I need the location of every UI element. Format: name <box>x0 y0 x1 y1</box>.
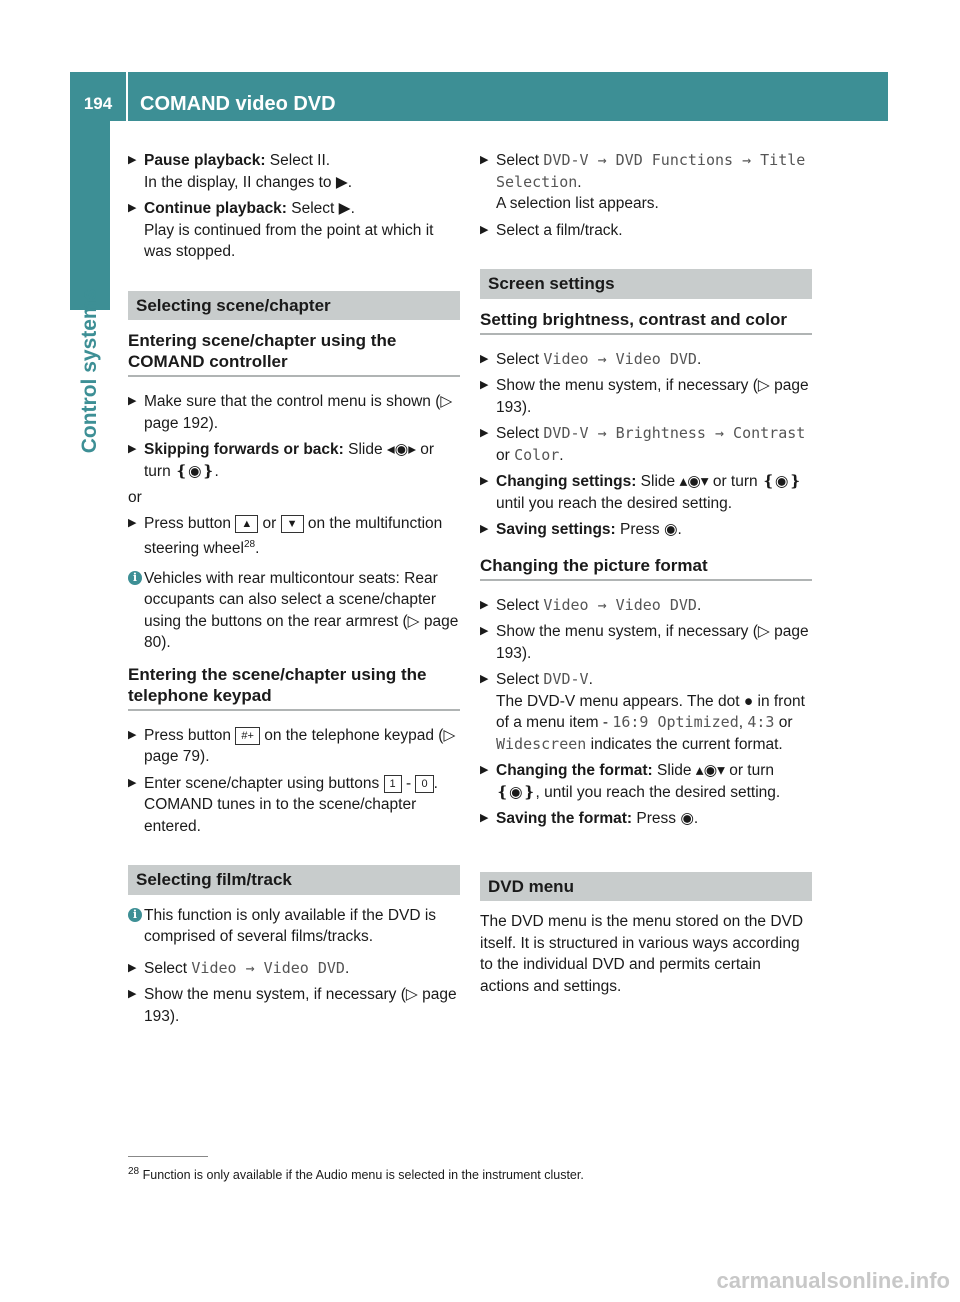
step-text: Press ◉. <box>620 521 682 538</box>
step-arrow-icon: ▶ <box>128 988 137 1001</box>
step-arrow-icon: ▶ <box>128 202 137 214</box>
list-item <box>128 391 460 434</box>
menu-path: Widescreen <box>496 734 587 753</box>
step-label: Changing settings: <box>496 473 637 490</box>
step-arrow-icon: ▶ <box>480 598 489 611</box>
step-text: In the display, II changes to ▶. <box>144 173 353 191</box>
step-text: Select <box>496 350 540 368</box>
watermark: carmanualsonline.info <box>716 1268 950 1293</box>
step-text: COMAND tunes in to the scene/chapter entered. <box>144 796 417 835</box>
step-text: Slide ▴◉▾ or turn ❴◉❵ until you reach the desired setting. <box>496 473 802 512</box>
step-label: Skipping forwards or back: <box>144 441 344 458</box>
note-text: Vehicles with rear multicontour seats: Rear occupants can also select a scene/chapter using the buttons on the rear armrest (▷ page 80). <box>144 569 459 652</box>
menu-path: Video → Video DVD <box>543 595 697 614</box>
menu-path: DVD-V <box>543 670 589 688</box>
step-arrow-icon: ▶ <box>480 379 489 391</box>
step-text: . <box>559 446 564 464</box>
step-arrow-icon: ▶ <box>128 961 137 974</box>
step-arrow-icon: ▶ <box>480 812 489 824</box>
step-text: Select II. <box>269 152 331 169</box>
list-item <box>128 984 460 1027</box>
step-arrow-icon: ▶ <box>480 475 489 487</box>
side-label <box>70 121 110 454</box>
step-text: . <box>588 671 593 688</box>
list-item <box>480 595 812 617</box>
step-arrow-icon: ▶ <box>480 427 489 439</box>
step-continue <box>128 198 460 263</box>
step-arrow-icon: ▶ <box>480 154 489 166</box>
menu-path: Color <box>514 445 560 464</box>
step-text: Make sure that the control menu is shown (▷ page 192). <box>144 393 453 432</box>
step-text: Slide ▴◉▾ or turn ❴◉❵, until you reach the desired setting. <box>496 762 781 801</box>
step-text: Enter scene/chapter using buttons <box>144 774 380 792</box>
step-text: , <box>738 714 744 731</box>
header-divider <box>126 72 128 121</box>
subheading: Setting brightness, contrast and color <box>480 309 812 335</box>
step-arrow-icon: ▶ <box>480 523 489 535</box>
step-text: Show the menu system, if necessary (▷ page 193). <box>496 377 809 416</box>
step-text: . <box>696 350 702 368</box>
list-item <box>480 423 812 466</box>
step-arrow-icon: ▶ <box>480 223 489 236</box>
one-button-icon: 1 <box>384 775 402 793</box>
step-label: Saving the format: <box>496 810 633 827</box>
step-label: Pause playback: <box>144 152 266 169</box>
menu-path: 16:9 Optimized <box>612 713 739 731</box>
step-arrow-icon: ▶ <box>480 673 489 685</box>
list-item <box>128 773 460 838</box>
up-button-icon: ▲ <box>235 515 258 533</box>
section-heading: Selecting scene/chapter <box>128 291 460 321</box>
section-heading: Screen settings <box>480 269 812 299</box>
step-text: Select a film/track. <box>496 221 623 239</box>
section-heading: Selecting film/track <box>128 865 460 895</box>
step-text: The DVD-V menu appears. The dot ● in front of a menu item - <box>496 692 805 731</box>
list-item <box>480 471 812 514</box>
subheading: Entering scene/chapter using the COMAND controller <box>128 330 460 377</box>
list-item <box>480 349 812 371</box>
list-item <box>128 439 460 482</box>
info-note <box>128 905 460 948</box>
step-arrow-icon: ▶ <box>128 728 137 741</box>
list-item <box>128 513 460 560</box>
step-pause <box>128 150 460 193</box>
footnote <box>128 1166 584 1182</box>
step-text: on the multifunction steering wheel <box>144 514 443 558</box>
step-arrow-icon: ▶ <box>480 625 489 637</box>
step-arrow-icon: ▶ <box>128 516 137 529</box>
step-arrow-icon: ▶ <box>128 443 137 455</box>
step-text: or <box>262 514 277 532</box>
menu-path: Video → Video DVD <box>191 958 345 977</box>
menu-path: 4:3 <box>747 713 775 731</box>
step-text: . <box>344 959 350 977</box>
list-item <box>128 725 460 768</box>
step-text: Slide ◂◉▸ or turn ❴◉❵. <box>144 441 435 480</box>
list-item <box>480 669 812 755</box>
footnote-divider <box>128 1156 208 1157</box>
paragraph: The DVD menu is the menu stored on the DVD itself. It is structured in various ways according to the individual DVD and permits certain actions and settings. <box>480 913 804 995</box>
list-item <box>480 375 812 418</box>
list-item <box>480 621 812 664</box>
step-text: . <box>433 774 438 792</box>
info-icon: i <box>128 571 142 585</box>
list-item <box>480 808 812 830</box>
down-button-icon: ▼ <box>281 515 304 533</box>
step-text: . <box>577 173 582 191</box>
step-text: Press ◉. <box>636 810 699 827</box>
menu-path: Video → Video DVD <box>543 349 697 368</box>
step-text: Press button <box>144 726 232 744</box>
right-column <box>480 150 812 1001</box>
list-item <box>480 760 812 803</box>
footnote-text: Function is only available if the Audio menu is selected in the instrument cluster. <box>142 1168 584 1183</box>
step-text: Select ▶. <box>291 200 355 217</box>
step-arrow-icon: ▶ <box>128 395 137 407</box>
step-text: Select <box>144 959 188 977</box>
subheading: Changing the picture format <box>480 555 812 581</box>
or-text: or <box>128 489 142 506</box>
step-text: Select <box>496 425 540 442</box>
menu-path: DVD-V → DVD Functions → Title Selection <box>496 151 806 191</box>
page-number: 194 <box>83 94 113 113</box>
step-text: or <box>496 446 510 464</box>
footnote-number: 28 <box>128 1166 140 1177</box>
list-item <box>480 220 812 242</box>
list-item <box>128 958 460 980</box>
step-arrow-icon: ▶ <box>128 154 137 166</box>
list-item <box>480 519 812 541</box>
step-arrow-icon: ▶ <box>480 764 489 776</box>
step-text: Show the menu system, if necessary (▷ page 193). <box>496 623 809 662</box>
step-text: - <box>405 774 412 792</box>
step-arrow-icon: ▶ <box>480 352 489 365</box>
step-text: indicates the current format. <box>590 735 783 753</box>
info-icon: i <box>128 908 142 922</box>
step-text: Select <box>496 152 540 169</box>
menu-path: DVD-V → Brightness → Contrast <box>543 424 806 442</box>
step-label: Changing the format: <box>496 762 653 779</box>
footnote-ref: 28 <box>243 539 256 550</box>
step-arrow-icon: ▶ <box>128 776 137 789</box>
step-text: on the telephone keypad (▷ page 79). <box>144 726 456 766</box>
left-column <box>128 150 460 1032</box>
step-text: Show the menu system, if necessary (▷ page 193). <box>144 986 457 1025</box>
subheading: Entering the scene/chapter using the telephone keypad <box>128 664 460 711</box>
section-heading: DVD menu <box>480 872 812 902</box>
hash-button-icon: #+ <box>235 727 260 745</box>
step-text: Play is continued from the point at which it was stopped. <box>144 221 434 260</box>
step-label: Continue playback: <box>144 200 287 217</box>
info-note <box>128 568 460 654</box>
step-text: Select <box>496 596 540 614</box>
list-item <box>480 150 812 215</box>
step-text: . <box>696 596 702 614</box>
step-text: or <box>778 714 793 731</box>
page-title: COMAND video DVD <box>140 93 336 115</box>
note-text: This function is only available if the DVD is comprised of several films/tracks. <box>144 906 437 946</box>
zero-button-icon: 0 <box>415 775 433 793</box>
step-text: . <box>255 540 260 558</box>
step-text: A selection list appears. <box>496 195 659 212</box>
step-text: Select <box>496 671 540 688</box>
step-label: Saving settings: <box>496 521 616 538</box>
side-label-text: Control systems <box>78 288 101 454</box>
step-text: Press button <box>144 514 232 532</box>
